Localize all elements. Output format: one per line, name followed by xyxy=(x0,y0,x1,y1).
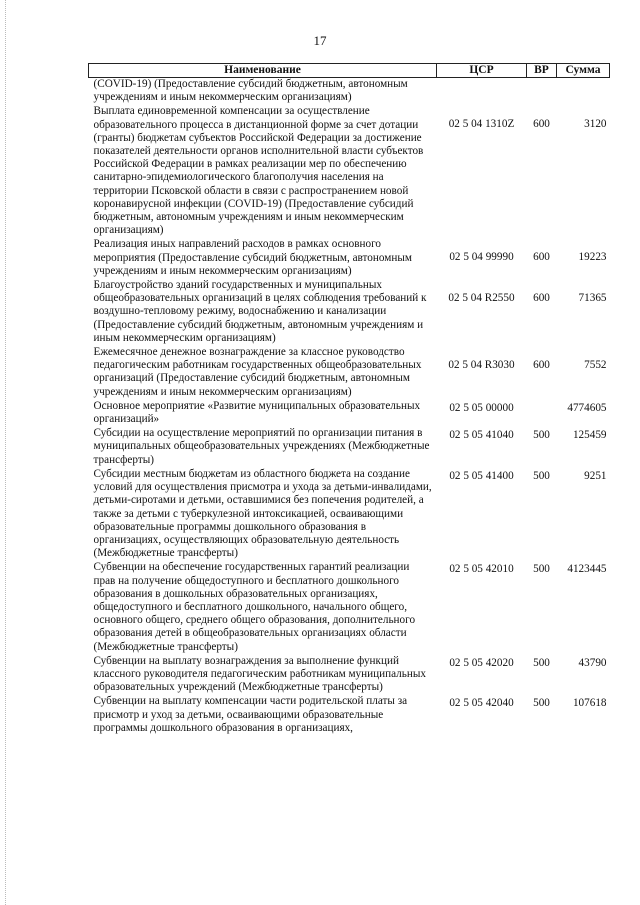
table-row xyxy=(89,468,610,561)
row-csr-cell xyxy=(437,78,527,106)
table-row xyxy=(89,346,610,400)
scan-edge-line xyxy=(5,0,7,905)
table-row xyxy=(89,427,610,468)
row-csr-cell: 02 5 05 41040 xyxy=(449,429,514,442)
row-name-cell: Субвенции на обеспечение государственных гарантий реализации прав на получение общедоступного и бесплатного дошкольного образования в дошкольных образовательных организациях, общедоступного и бесплатного дошкольного, начального общего, основного общего, среднего общего образования, дополнительного образования детей в общеобразовательных организациях области (Межбюджетные трансферты) xyxy=(93,561,416,653)
row-vr-cell: 500 xyxy=(533,697,550,710)
table-row xyxy=(89,400,610,427)
row-vr-cell xyxy=(527,400,557,427)
row-sum-cell: 107618 xyxy=(572,697,607,710)
row-vr-cell: 500 xyxy=(533,563,550,576)
header-name: Наименование xyxy=(89,64,437,78)
row-sum-cell: 7552 xyxy=(584,359,607,372)
row-vr-cell: 500 xyxy=(533,656,550,669)
row-sum-cell: 9251 xyxy=(584,469,607,482)
table-row xyxy=(89,655,610,696)
table-header-row xyxy=(89,64,610,78)
row-csr-cell: 02 5 05 00000 xyxy=(449,401,514,414)
row-sum-cell: 125459 xyxy=(572,429,607,442)
header-sum: Сумма xyxy=(557,64,610,78)
row-sum-cell: 4774605 xyxy=(567,401,607,414)
table-row xyxy=(89,105,610,238)
table-row xyxy=(89,695,610,736)
row-csr-cell: 02 5 04 R3030 xyxy=(448,359,515,372)
row-sum-cell xyxy=(557,78,610,106)
row-name-cell: Субсидии местным бюджетам из областного бюджета на создание условий для осуществления присмотра и ухода за детьми-инвалидами, детьми-сиротами и детьми, оставшимися без попечения родителей, а также за детьми с туберкулезной интоксикацией, осваивающими образовательные программы дошкольного образования в организациях, осуществляющих образовательную деятельность (Межбюджетные трансферты) xyxy=(93,467,432,560)
table-body xyxy=(89,78,610,736)
row-name-cell: Реализация иных направлений расходов в рамках основного мероприятия (Предоставление субсидий бюджетным, автономным учреждениям и иным некоммерческим организациям) xyxy=(93,238,412,277)
header-csr: ЦСР xyxy=(437,64,527,78)
table-row xyxy=(89,238,610,279)
row-vr-cell: 600 xyxy=(533,118,550,131)
row-sum-cell: 43790 xyxy=(578,656,607,669)
row-csr-cell: 02 5 05 41400 xyxy=(449,469,514,482)
row-csr-cell: 02 5 05 42020 xyxy=(449,656,514,669)
row-csr-cell: 02 5 05 42010 xyxy=(449,563,514,576)
row-vr-cell: 600 xyxy=(533,292,550,305)
page-number: 17 xyxy=(313,33,327,48)
table-row xyxy=(89,279,610,346)
row-sum-cell: 3120 xyxy=(584,118,607,131)
row-sum-cell: 4123445 xyxy=(567,563,607,576)
row-vr-cell: 500 xyxy=(533,429,550,442)
row-name-cell: Субвенции на выплату компенсации части родительской платы за присмотр и уход за детьми, осваивающими образовательные программы дошкольного образования в организациях, xyxy=(93,695,408,734)
row-csr-cell: 02 5 04 99990 xyxy=(449,251,514,264)
row-csr-cell: 02 5 04 R2550 xyxy=(448,292,515,305)
row-name-cell: Ежемесячное денежное вознаграждение за классное руководство педагогическим работникам государственных общеобразовательных организаций (Предоставление субсидий бюджетным, автономным учреждениям и иным некоммерческим организациям) xyxy=(93,346,422,398)
header-vr: ВР xyxy=(527,64,557,78)
table-row xyxy=(89,561,610,654)
row-vr-cell: 500 xyxy=(533,469,550,482)
row-sum-cell: 19223 xyxy=(578,251,607,264)
row-csr-cell: 02 5 04 1310Z xyxy=(448,118,515,131)
row-sum-cell: 71365 xyxy=(578,292,607,305)
row-name-cell: Субсидии на осуществление мероприятий по организации питания в муниципальных общеобразовательных учреждениях (Межбюджетные трансферты) xyxy=(93,427,430,466)
row-name-cell: Выплата единовременной компенсации за осуществление образовательного процесса в дистанционной форме за счет дотации (гранты) бюджетам субъектов Российской Федерации за достижение показателей деятельности органов исполнительной власти субъектов Российской Федерации в рамках реализации мер по обеспечению санитарно-эпидемиологического благополучия населения на территории Псковской области в связи с распространением новой коронавирусной инфекции (COVID-19) (Предоставление субсидий бюджетным, автономным учреждениям и иным некоммерческим организациям) xyxy=(93,105,424,237)
row-name-cell: (COVID-19) (Предоставление субсидий бюджетным, автономным учреждениям и иным некоммерческим организациям) xyxy=(93,78,408,104)
row-csr-cell: 02 5 05 42040 xyxy=(449,697,514,710)
row-vr-cell: 600 xyxy=(533,359,550,372)
row-vr-cell xyxy=(527,78,557,106)
table-row xyxy=(89,78,610,106)
row-name-cell: Благоустройство зданий государственных и муниципальных общеобразовательных организаций в целях соблюдения требований к воздушно-тепловому режиму, водоснабжению и канализации (Предоставление субсидий бюджетным, автономным учреждениям и иным некоммерческим организациям) xyxy=(93,279,427,344)
budget-table xyxy=(88,63,610,736)
row-name-cell: Субвенции на выплату вознаграждения за выполнение функций классного руководителя педагогическим работникам муниципальных образовательных учреждений (Межбюджетные трансферты) xyxy=(93,654,426,694)
row-vr-cell: 600 xyxy=(533,251,550,264)
row-name-cell: Основное мероприятие «Развитие муниципальных образовательных организаций» xyxy=(93,399,421,426)
